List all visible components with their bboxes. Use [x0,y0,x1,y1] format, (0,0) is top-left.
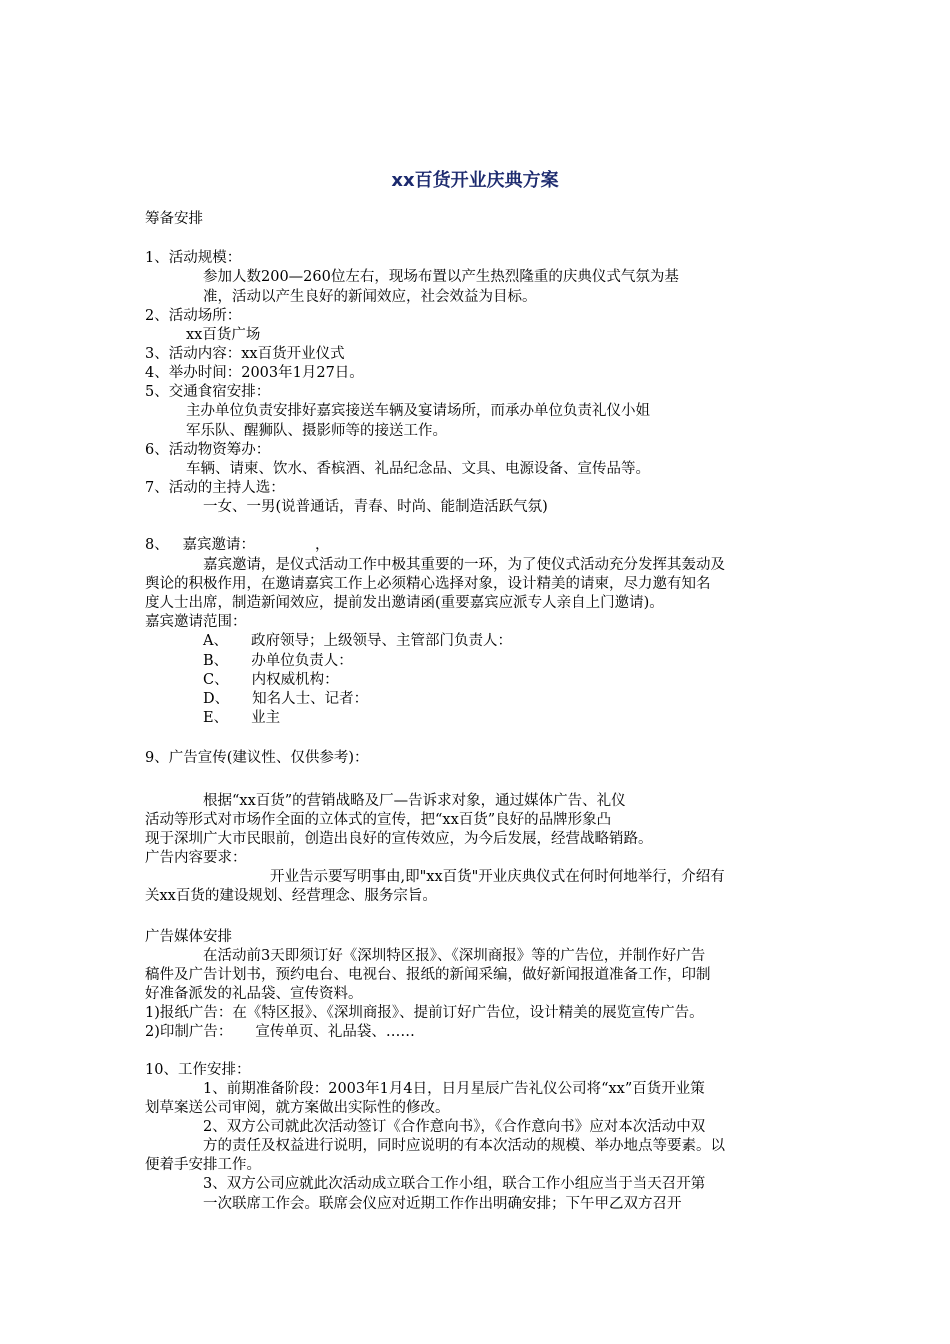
text-line: D、 知名人士、记者： [203,691,369,707]
text-line: 1)报纸广告：在《特区报》、《深圳商报》、提前订好广告位，设计精美的展览宣传广告。 [145,1005,704,1021]
text-line: 2、活动场所： [145,308,242,324]
text-line: 1、活动规模： [145,250,242,266]
text-line: 一女、一男(说普通话，青春、时尚、能制造活跃气氛) [203,499,548,515]
text-line: 度人士出席，制造新闻效应，提前发出邀请函(重要嘉宾应派专人亲自上门邀请)。 [145,595,664,611]
text-line: 9、广告宣传(建议性、仅供参考)： [145,750,369,766]
text-line: 广告内容要求： [145,850,247,866]
text-line: 关xx百货的建设规划、经营理念、服务宗旨。 [145,888,437,904]
text-line: 根据“xx百货”的营销战略及厂—告诉求对象，通过媒体广告、礼仪 [203,793,626,809]
text-line: 一次联席工作会。联席会仪应对近期工作作出明确安排；下午甲乙双方召开 [203,1196,682,1212]
text-line: 2、双方公司就此次活动签订《合作意向书》，《合作意向书》应对本次活动中双 [203,1119,706,1135]
text-line: 方的责任及权益进行说明，同时应说明的有本次活动的规模、举办地点等要素。以 [203,1138,725,1154]
text-line: 广告媒体安排 [145,929,232,945]
text-line: 军乐队、醒狮队、摄影师等的接送工作。 [186,423,447,439]
text-line: 4、举办时间：2003年1月27日。 [145,365,364,381]
text-line: 3、双方公司应就此次活动成立联合工作小组，联合工作小组应当于当天召开第 [203,1176,706,1192]
text-line: 筹备安排 [145,211,203,227]
text-line: 1、前期准备阶段：2003年1月4日，日月星辰广告礼仪公司将“xx”百货开业策 [203,1081,705,1097]
text-line: 开业告示要写明事由,即"xx百货"开业庆典仪式在何时何地举行，介绍有 [270,869,725,885]
text-line: 6、活动物资筹办： [145,442,271,458]
text-line: 嘉宾邀请范围： [145,614,247,630]
text-line: 在活动前3天即须订好《深圳特区报》、《深圳商报》等的广告位，并制作好广告 [203,948,706,964]
text-line: 3、活动内容：xx百货开业仪式 [145,346,345,362]
text-line: 划草案送公司审阅，就方案做出实际性的修改。 [145,1100,450,1116]
text-line: 便着手安排工作。 [145,1157,261,1173]
text-line: A、 政府领导；上级领导、主管部门负责人： [203,633,513,649]
text-line: 7、活动的主持人选： [145,480,285,496]
text-line: 舆论的积极作用，在邀请嘉宾工作上必须精心选择对象，设计精美的请柬，尽力邀有知名 [145,576,711,592]
text-line: 稿件及广告计划书，预约电台、电视台、报纸的新闻采编，做好新闻报道准备工作，印制 [145,967,711,983]
text-line: 5、交通食宿安排： [145,384,271,400]
text-line: xx百货广场 [186,327,261,343]
text-line: 活动等形式对市场作全面的立体式的宣传，把“xx百货”良好的品牌形象凸 [145,812,612,828]
text-line: 主办单位负责安排好嘉宾接送车辆及宴请场所，而承办单位负责礼仪小姐 [186,403,650,419]
text-line: 10、工作安排： [145,1062,251,1078]
text-line: 现于深圳广大市民眼前，创造出良好的宣传效应，为今后发展，经营战略销路。 [145,831,653,847]
text-line: 准，活动以产生良好的新闻效应，社会效益为目标。 [203,289,537,305]
text-line: 2)印制广告： 宣传单页、礼品袋、…… [145,1024,415,1040]
text-line: 参加人数200—260位左右，现场布置以产生热烈隆重的庆典仪式气氛为基 [203,269,679,285]
text-line: C、 内权威机构： [203,672,339,688]
text-line: 8、 嘉宾邀请： ， [145,537,330,553]
text-line: 嘉宾邀请，是仪式活动工作中极其重要的一环，为了使仪式活动充分发挥其轰动及 [203,557,725,573]
text-line: 好准备派发的礼品袋、宣传资料。 [145,986,363,1002]
text-line: E、 业主 [203,710,281,726]
text-line: B、 办单位负责人： [203,653,353,669]
text-line: 车辆、请柬、饮水、香槟酒、礼品纪念品、文具、电源设备、宣传品等。 [186,461,650,477]
page-title: xx百货开业庆典方案 [391,170,559,191]
